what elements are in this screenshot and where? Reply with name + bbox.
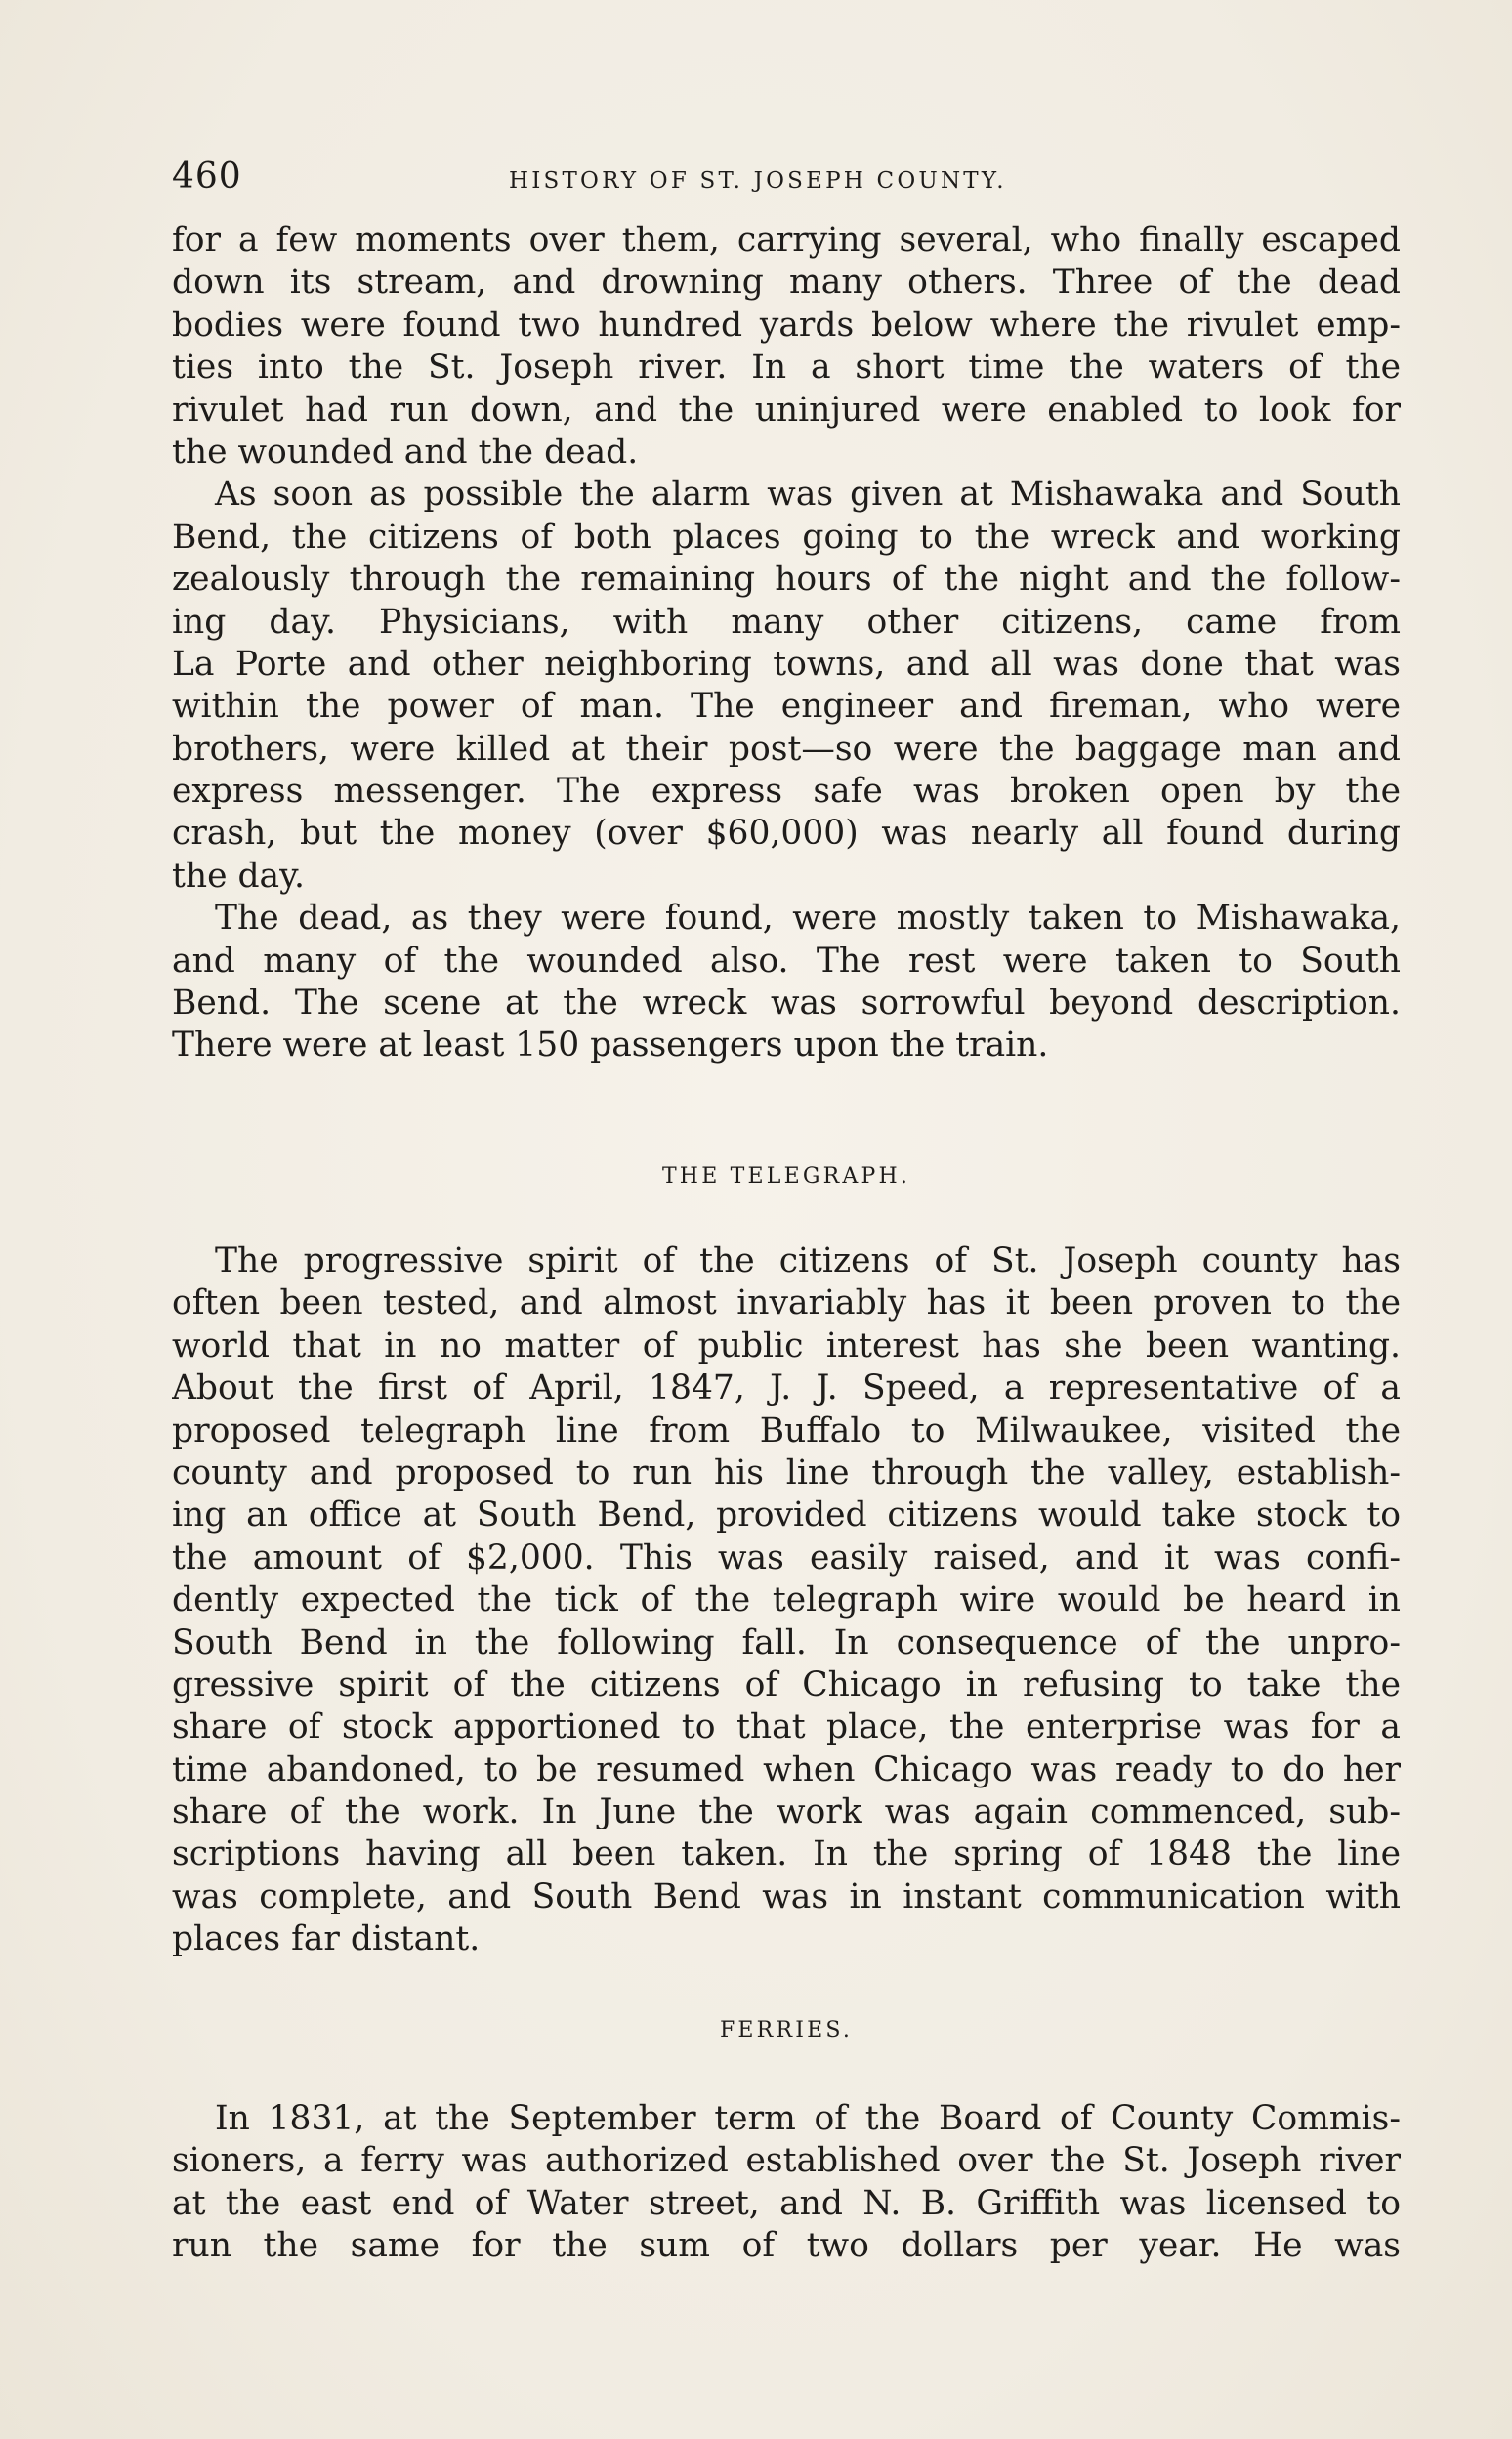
text-line: bodies were found two hundred yards below where the rivulet emp- [172,305,1401,345]
text-line: The progressive spirit of the citizens of St. Joseph county has [215,1241,1401,1281]
text-line: for a few moments over them, carrying several, who finally escaped [172,221,1401,260]
text-line: express messenger. The express safe was broken open by the [172,772,1401,812]
book-title: HISTORY OF ST. JOSEPH COUNTY. [509,168,1007,193]
text-line: proposed telegraph line from Buffalo to Milwaukee, visited the [172,1410,1401,1451]
text-line: run the same for the sum of two dollars per year. He was [172,2226,1401,2266]
text-line: ing day. Physicians, with many other citizens, came from [172,602,1401,642]
text-line: places far distant. [172,1919,481,1959]
text-line: ties into the St. Joseph river. In a short time the waters of the [172,348,1401,388]
text-line: brothers, were killed at their post—so were the baggage man and [172,729,1401,769]
text-line: the day. [172,856,305,896]
text-line: and many of the wounded also. The rest were taken to South [172,941,1401,981]
text-line: share of stock apportioned to that place, the enterprise was for a [172,1707,1401,1747]
text-line: zealously through the remaining hours of the night and the follow- [172,560,1401,600]
telegraph-text-block [172,1241,1401,1961]
text-line: county and proposed to run his line through the valley, establish- [172,1452,1401,1493]
section-heading-telegraph: THE TELEGRAPH. [661,1164,911,1189]
text-line: South Bend in the following fall. In consequence of the unpro- [172,1622,1401,1662]
text-line: down its stream, and drowning many others. Three of the dead [172,263,1401,303]
text-line: Bend. The scene at the wreck was sorrowful beyond description. [172,984,1401,1024]
text-line: time abandoned, to be resumed when Chicago was ready to do her [172,1749,1401,1789]
text-line: crash, but the money (over $60,000) was nearly all found during [172,814,1401,854]
text-line: within the power of man. The engineer and fireman, who were [172,687,1401,727]
text-line: The dead, as they were found, were mostly taken to Mishawaka, [215,899,1401,939]
text-line: About the first of April, 1847, J. J. Speed, a representative of a [172,1368,1401,1409]
ferries-text-block [172,2098,1401,2268]
section-heading-ferries: FERRIES. [719,2018,854,2042]
text-line: There were at least 150 passengers upon the train. [172,1026,1049,1066]
text-line: sioners, a ferry was authorized established over the St. Joseph river [172,2141,1401,2181]
text-line: rivulet had run down, and the uninjured were enabled to look for [172,390,1401,430]
text-line: at the east end of Water street, and N. B. Griffith was licensed to [172,2183,1401,2223]
page-number: 460 [172,156,242,196]
text-line: gressive spirit of the citizens of Chicago in refusing to take the [172,1664,1401,1704]
text-line: the amount of $2,000. This was easily raised, and it was confi- [172,1537,1401,1577]
text-line: world that in no matter of public interest has she been wanting. [172,1325,1401,1366]
text-line: the wounded and the dead. [172,432,639,472]
text-line: In 1831, at the September term of the Board of County Commis- [215,2099,1401,2138]
text-line: scriptions having all been taken. In the spring of 1848 the line [172,1834,1401,1874]
text-line: share of the work. In June the work was again commenced, sub- [172,1792,1401,1832]
text-line: ing an office at South Bend, provided citizens would take stock to [172,1495,1401,1535]
text-line: As soon as possible the alarm was given at Mishawaka and South [215,475,1401,515]
text-line: La Porte and other neighboring towns, and all was done that was [172,644,1401,684]
text-line: dently expected the tick of the telegraph wire would be heard in [172,1580,1401,1620]
text-line: was complete, and South Bend was in instant communication with [172,1876,1401,1916]
text-line: often been tested, and almost invariably has it been proven to the [172,1283,1401,1324]
wreck-text-block [172,220,1401,1068]
running-head [172,156,1401,203]
text-line: Bend, the citizens of both places going to the wreck and working [172,517,1401,557]
